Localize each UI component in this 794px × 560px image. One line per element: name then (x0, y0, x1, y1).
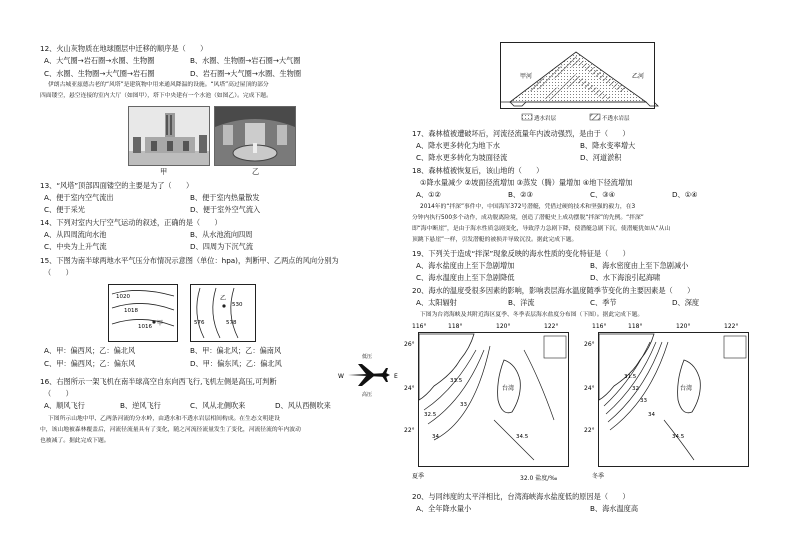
q15-stem-2: （ ） (44, 268, 73, 277)
q17-stem: 17、森林植被遭破坏后，河流径流量年内波动强烈，是由于（ ） (412, 129, 630, 138)
q20a-option-b[interactable]: B、洋流 (508, 298, 535, 307)
point-jia: 甲 (157, 320, 164, 327)
q12-option-b[interactable]: B、水圈、生物圈→岩石圈→大气圈 (190, 56, 301, 65)
pressure-map-jia (108, 284, 178, 342)
q19-stem: 19、下列关于造成“拌深”现象反映的海水性质的变化特征是（ ） (412, 249, 630, 258)
winter-lon-116: 116° (592, 323, 607, 330)
winter-iso-34: 34 (648, 412, 655, 418)
summer-iso-325: 32.5 (424, 412, 437, 418)
photo-windtower-exterior (128, 106, 210, 166)
winter-lon-122: 122° (724, 323, 739, 330)
summer-iso-335: 33.5 (450, 378, 463, 384)
q20a-option-a[interactable]: A、太阳辐射 (416, 298, 457, 307)
summer-lat-26: 26° (404, 341, 415, 348)
intro-salinity: 下图为台湾海峡及其附近海区夏季、冬季表层海水盐度分布图（下图）。据此完成下题。 (420, 312, 644, 318)
q20b-stem: 20、与同纬度的太平洋相比，台湾海峡海水盐度低的原因是（ ） (412, 492, 630, 501)
q19-option-c[interactable]: C、海水温度由上至下急剧降低 (416, 273, 515, 282)
summer-salinity-map (404, 320, 578, 482)
intro-windtower-2: 四面镂空，悬空连接的室内大厅（如图甲），塔下中央建有一个水池（如图乙）。完成下题。 (40, 93, 272, 99)
winter-lat-22: 22° (584, 427, 595, 434)
q13-option-a[interactable]: A、便于室内空气流出 (44, 193, 114, 202)
q19-option-b[interactable]: B、海水密度由上至下急剧减小 (590, 261, 689, 270)
east-label: E (394, 373, 398, 380)
intro-windtower-1: 伊朗古城亚兹德古老的“风塔”是建筑物中用来通风降温的设施。“风塔”高过屋顶的部分 (48, 82, 269, 88)
q20a-stem: 20、海水的温度受很多因素的影响，影响表层海水温度随季节变化的主要因素是（ ） (412, 286, 695, 295)
intro-submarine-4: 顶跳下悬崖”一样，引发潜艇的被损并导致沉没。据此完成下题。 (412, 237, 578, 243)
q14-stem: 14、下列对室内大厅空气运动的叙述，正确的是（ ） (40, 218, 222, 227)
intro-submarine-3: 即“海中断崖”，是由于海水性质急剧变化，导致浮力急剧下降，使潜艇急剧下沉，使潜艇犹如从“从山 (412, 226, 671, 232)
q12-option-c[interactable]: C、水圈、生物圈→大气圈→岩石圈 (44, 69, 155, 78)
summer-label: 夏季 (412, 473, 425, 480)
intro-submarine-2: 分钟内执行500多个动作，成功脱离险境，创造了潜艇史上成功摆脱“拌深”的先例。“拌深” (412, 215, 644, 221)
river-yi-label: 乙河 (632, 73, 645, 80)
legend-permeable: 透水岩层 (534, 116, 557, 122)
winter-iso-33: 33 (640, 398, 647, 404)
intro-watershed-1: 下图所示山地中甲、乙两条河流的分水岭，由透水和不透水岩层相间构成。在生态文明建设 (48, 416, 280, 422)
summer-lon-120: 120° (496, 323, 511, 330)
q17-option-a[interactable]: A、降水更多转化为地下水 (416, 141, 500, 150)
q15-stem: 15、下图为南半球两地水平气压分布情况示意图（单位：hpa)，判断甲、乙两点的风向分别为 (40, 256, 339, 265)
q17-option-b-variability[interactable]: B、降水变率增大 (580, 141, 636, 150)
pressure-label-1018: 1018 (124, 308, 138, 314)
q16-option-b[interactable]: B、逆风飞行 (120, 401, 161, 410)
winter-lon-118: 118° (628, 323, 643, 330)
q16-stem: 16、右图所示一架飞机在南半球高空自东向西飞行,飞机左侧是高压,可判断 (40, 377, 277, 386)
q19-option-a[interactable]: A、海水盐度由上至下急剧增加 (416, 261, 515, 270)
winter-label: 冬季 (592, 473, 605, 480)
winter-iso-345: 34.5 (672, 434, 685, 440)
q20b-option-a[interactable]: A、全年降水量小 (416, 504, 472, 513)
q19-option-d[interactable]: D、水下海浪引起海啸 (590, 273, 661, 282)
q17-option-c[interactable]: C、降水更多转化为坡面径流 (416, 153, 508, 162)
west-label: W (338, 373, 344, 380)
photo-label-jia: 甲 (160, 167, 168, 176)
q18-option-a[interactable]: A、①② (416, 190, 441, 199)
salinity-legend: 32.0 盐度/‰ (520, 475, 558, 482)
q12-stem: 12、火山灰物质在地球圈层中迁移的顺序是（ ） (40, 44, 208, 53)
photo-label-yi: 乙 (252, 167, 260, 176)
pressure-label-576: 576 (194, 320, 205, 326)
q12-option-d[interactable]: D、岩石圈→大气圈→水圈、生物圈 (190, 69, 302, 78)
q16-option-a[interactable]: A、顺风飞行 (44, 401, 85, 410)
q18-items: ①降水量减少 ②坡面径流增加 ③蒸发（腾）量增加 ④地下径流增加 (420, 178, 633, 187)
winter-lon-120: 120° (676, 323, 691, 330)
q13-option-b[interactable]: B、便于室内热量散发 (190, 193, 260, 202)
summer-iso-345: 34.5 (516, 434, 529, 440)
q15-option-d[interactable]: D、甲：偏东风；乙：偏北风 (190, 359, 282, 368)
summer-iso-34: 34 (432, 434, 439, 440)
airplane-icon (348, 364, 390, 386)
summer-lon-122: 122° (544, 323, 559, 330)
q15-option-a[interactable]: A、甲：偏西风；乙：偏北风 (44, 346, 136, 355)
low-pressure-label: 低压 (362, 354, 373, 360)
winter-salinity-map (584, 320, 758, 482)
summer-lon-118: 118° (448, 323, 463, 330)
q14-option-d[interactable]: D、四周为下沉气流 (190, 242, 254, 251)
q18-option-b[interactable]: B、②③ (508, 190, 534, 199)
winter-taiwan-label: 台湾 (680, 385, 693, 392)
legend-impermeable: 不透水岩层 (602, 116, 630, 122)
q18-option-c[interactable]: C、③④ (590, 190, 616, 199)
winter-iso-315: 31.5 (624, 374, 637, 380)
q13-stem: 13、“风塔”顶部四面镂空的主要是为了（ ） (40, 181, 194, 190)
point-yi: 乙 (220, 295, 227, 302)
q18-option-d[interactable]: D、①④ (672, 190, 698, 199)
q14-option-c[interactable]: C、中央为上升气流 (44, 242, 107, 251)
q17-option-d[interactable]: D、河道淤积 (580, 153, 622, 162)
q18-stem: 18、森林植被恢复后，该山地的（ ） (412, 166, 544, 175)
q16-option-d[interactable]: D、风从西侧吹来 (275, 401, 331, 410)
intro-watershed-3: 也被减了。据此完成下题。 (40, 438, 110, 444)
pressure-label-1020: 1020 (116, 294, 130, 300)
watershed-cross-section (500, 42, 670, 126)
winter-lat-24: 24° (584, 385, 595, 392)
airplane-diagram (336, 350, 402, 398)
pressure-label-578: 578 (226, 320, 237, 326)
river-jia-label: 甲河 (520, 73, 533, 80)
q13-option-d[interactable]: D、便于室外空气流入 (190, 205, 261, 214)
intro-submarine-1: 2014年的“拌深”事件中，中国海军372号潜艇，凭借过硬的技术和坚强的毅力，在3 (420, 204, 636, 210)
pressure-label-530: 530 (232, 302, 243, 308)
q20a-option-c[interactable]: C、季节 (590, 298, 617, 307)
pressure-label-1016: 1016 (138, 324, 152, 330)
q14-option-b[interactable]: B、从水池流向四周 (190, 230, 253, 239)
q20b-option-b[interactable]: B、海水温度高 (590, 504, 639, 513)
summer-taiwan-label: 台湾 (502, 385, 515, 392)
summer-lat-24: 24° (404, 385, 415, 392)
summer-iso-33: 33 (460, 402, 467, 408)
q20a-option-d[interactable]: D、深度 (672, 298, 700, 307)
q12-option-a[interactable]: A、大气圈→岩石圈→水圈、生物圈 (44, 56, 155, 65)
q13-option-c[interactable]: C、便于采光 (44, 205, 85, 214)
high-pressure-label: 高压 (362, 392, 373, 398)
winter-lat-26: 26° (584, 341, 595, 348)
q16-option-c[interactable]: C、风从北侧吹来 (190, 401, 246, 410)
q15-option-c[interactable]: C、甲：偏西风；乙：偏东风 (44, 359, 136, 368)
summer-lat-22: 22° (404, 427, 415, 434)
summer-lon-116: 116° (412, 323, 427, 330)
q14-option-a[interactable]: A、从四周流向水池 (44, 230, 107, 239)
pressure-map-yi (190, 284, 256, 342)
winter-iso-32: 32 (632, 386, 639, 392)
intro-watershed-2: 中，该山地被森林覆盖后，河流径流量具有了变化，随之河流径流量发生了变化，河流径流的年内波动 (40, 427, 301, 433)
q15-option-b[interactable]: B、甲：偏北风；乙：偏南风 (190, 346, 282, 355)
q16-stem-2: （ ） (44, 389, 73, 398)
photo-windtower-interior (214, 106, 296, 166)
